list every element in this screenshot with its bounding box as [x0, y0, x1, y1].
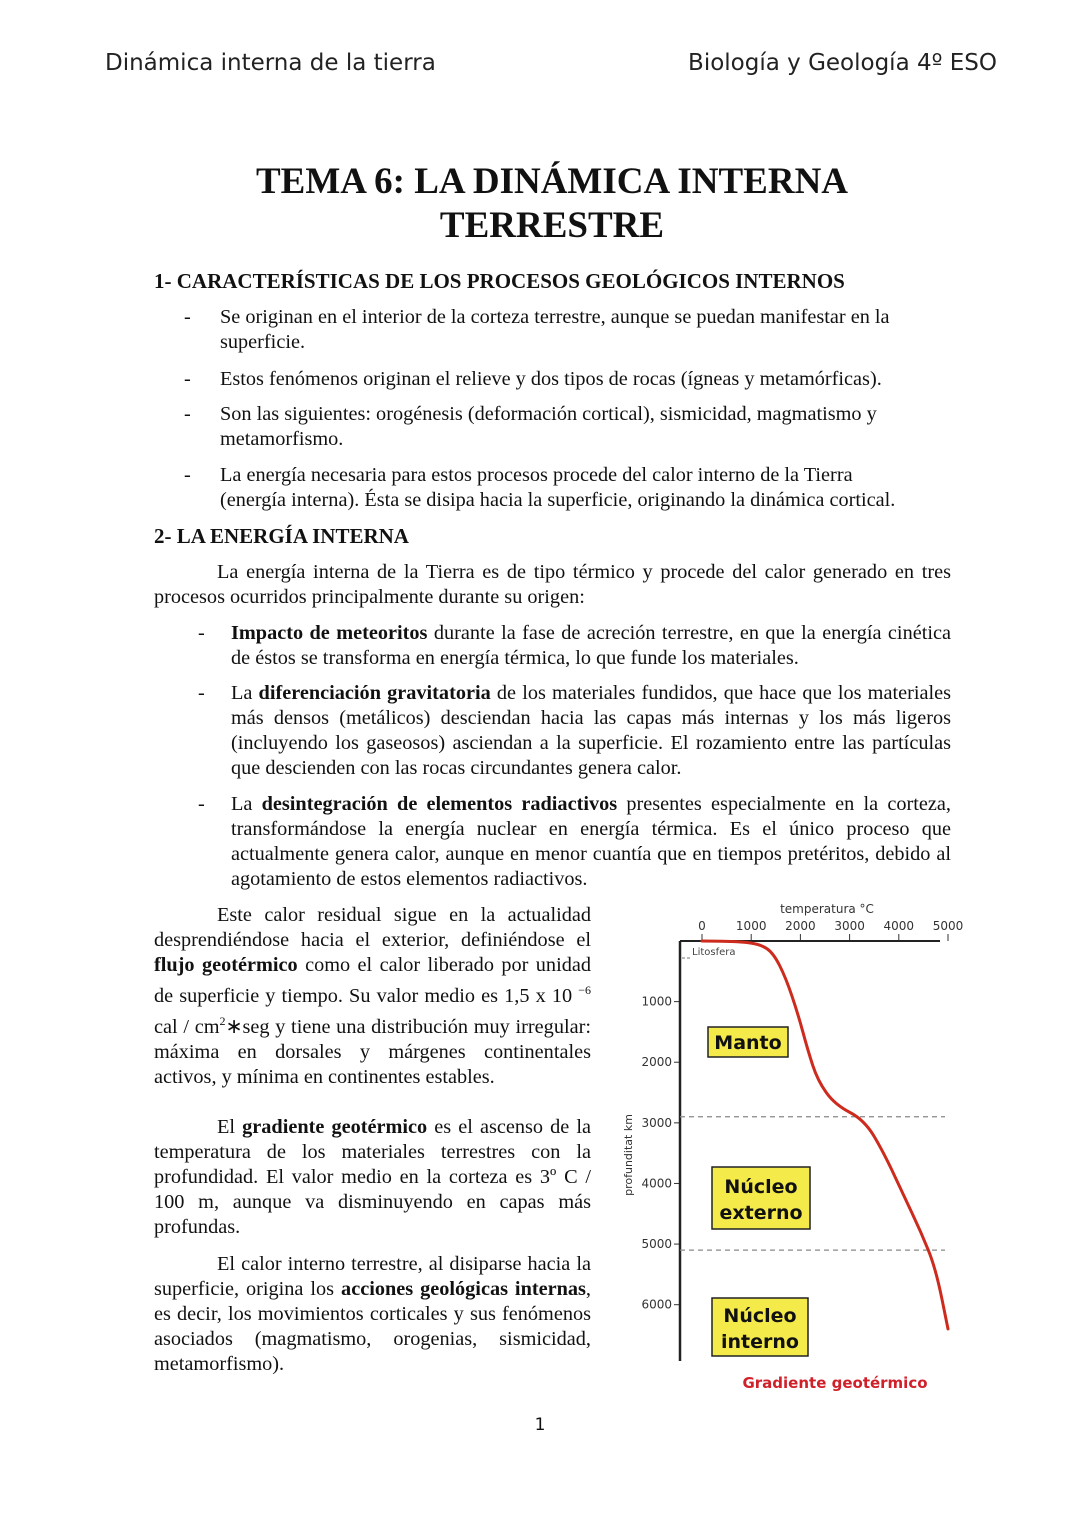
- layer-label-nucleo-interno-1: Núcleo: [723, 1305, 797, 1327]
- x-ticks: [698, 919, 963, 941]
- list-item: - Estos fenómenos originan el relieve y dos tipos de rocas (ígneas y metamórficas).: [184, 368, 882, 390]
- list-item: - La energía necesaria para estos procesos procede del calor interno de la Tierra (energía interna). Ésta se disipa hacia la superficie, originando la dinámica cortical.: [184, 464, 896, 511]
- header-left: Dinámica interna de la tierra: [105, 50, 436, 76]
- bullet-line: Son las siguientes: orogénesis (deformación cortical), sismicidad, magmatismo y: [220, 403, 877, 425]
- paragraph-calor-interno: El calor interno terrestre, al disiparse hacia la superficie, origina los acciones geológicas internas, es decir, los movimientos corticales y sus fenómenos asociados (magmatismo, orogenias, sismicidad, metamorfismo).: [154, 1253, 591, 1375]
- page-title: [150, 160, 954, 248]
- x-tick-label: 3000: [834, 919, 865, 933]
- layer-label-nucleo-interno-2: interno: [721, 1331, 799, 1353]
- bold-term: desintegración de elementos radiactivos: [261, 793, 618, 815]
- series-line: [702, 941, 948, 1329]
- bullet-line: Estos fenómenos originan el relieve y dos tipos de rocas (ígneas y metamórficas).: [220, 368, 882, 390]
- bullet-line: metamorfismo.: [220, 428, 344, 450]
- paragraph-gradiente: El gradiente geotérmico es el ascenso de la temperatura de los materiales terrestres con la profundidad. El valor medio en la corteza es 3º C / 100 m, aunque va disminuyendo en capas más profundas.: [154, 1116, 592, 1238]
- y-tick-label: 5000: [641, 1237, 672, 1252]
- y-tick-label: 1000: [641, 994, 672, 1009]
- litosfera-label: Litosfera: [692, 947, 736, 958]
- x-axis-title: temperatura °C: [780, 902, 874, 916]
- layer-box-manto: [708, 1027, 788, 1057]
- list-item: - Se originan en el interior de la corteza terrestre, aunque se puedan manifestar en la superficie.: [184, 306, 890, 353]
- section1-heading: 1- CARACTERÍSTICAS DE LOS PROCESOS GEOLÓGICOS INTERNOS: [154, 269, 845, 293]
- x-tick-label: 2000: [785, 919, 816, 933]
- x-tick-label: 4000: [883, 919, 915, 933]
- paragraph-flujo: Este calor residual sigue en la actualidad desprendiéndose hacia el exterior, definiéndose el flujo geotérmico como el calor liberado por unidad de superficie y tiempo. Su valor medio es 1,5 x 10 $^{-6}$ cal / $cm^2∗seg$ y tiene una distribución muy irregular: máxima en dorsales y márgenes continentales activos, y mínima en continentes estables.: [154, 904, 591, 1088]
- section2-heading: 2- LA ENERGÍA INTERNA: [154, 524, 409, 548]
- x-tick-label: 1000: [735, 919, 767, 933]
- geothermal-gradient-chart: [610, 895, 980, 1400]
- bold-term: diferenciación gravitatoria: [258, 682, 491, 704]
- bullet-line: La energía necesaria para estos procesos procede del calor interno de la Tierra: [220, 464, 853, 486]
- y-ticks: [641, 995, 680, 1312]
- layer-box-nucleo-externo: [712, 1167, 810, 1229]
- section2-intro: La energía interna de la Tierra es de tipo térmico y procede del calor generado en tres procesos ocurridos principalmente durante su origen:: [154, 561, 951, 608]
- chart-caption: Gradiente geotérmico: [742, 1374, 928, 1392]
- bullet-line: Se originan en el interior de la corteza terrestre, aunque se puedan manifestar en la: [220, 306, 890, 328]
- y-tick-label: 4000: [641, 1176, 672, 1191]
- bullet-line: (energía interna). Ésta se disipa hacia la superficie, originando la dinámica cortical.: [220, 489, 896, 511]
- layer-box-nucleo-interno: [712, 1298, 808, 1356]
- y-axis-title: profunditat km: [622, 1114, 635, 1196]
- y-tick-label: 2000: [641, 1055, 672, 1070]
- layer-label-nucleo-externo-1: Núcleo: [724, 1176, 798, 1198]
- y-tick-label: 3000: [641, 1115, 672, 1130]
- header-right: Biología y Geología 4º ESO: [688, 50, 997, 76]
- layer-label-nucleo-externo-2: externo: [719, 1202, 803, 1224]
- bullet-line: superficie.: [220, 331, 306, 353]
- page-number: 1: [534, 1415, 546, 1435]
- list-item: - Son las siguientes: orogénesis (deformación cortical), sismicidad, magmatismo y metamorfismo.: [184, 403, 877, 450]
- title-line-2: TERRESTRE: [439, 205, 665, 246]
- x-tick-label: 0: [698, 919, 706, 933]
- title-line-1: TEMA 6: LA DINÁMICA INTERNA: [255, 161, 849, 202]
- bold-term: Impacto de meteoritos: [231, 622, 428, 644]
- y-tick-label: 6000: [641, 1297, 672, 1312]
- x-tick-label: 5000: [932, 919, 964, 933]
- layer-label-manto: Manto: [714, 1032, 782, 1054]
